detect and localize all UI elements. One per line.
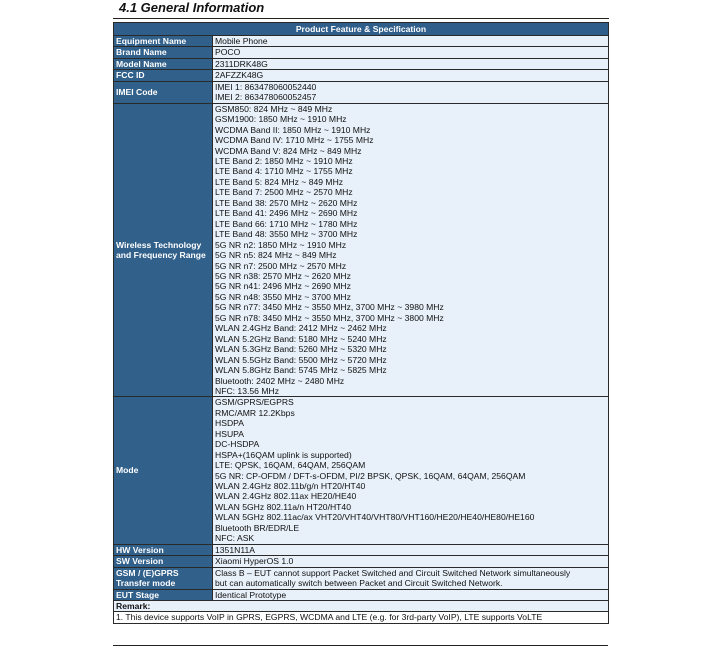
- value-line: WLAN 5.5GHz Band: 5500 MHz ~ 5720 MHz: [215, 354, 387, 365]
- row-value: [213, 589, 609, 600]
- value-line: LTE Band 5: 824 MHz ~ 849 MHz: [215, 176, 344, 187]
- value-line: LTE Band 41: 2496 MHz ~ 2690 MHz: [215, 208, 358, 219]
- table-row: [114, 544, 609, 555]
- value-line: 5G NR n41: 2496 MHz ~ 2690 MHz: [215, 281, 351, 292]
- value-line: NFC: ASK: [215, 533, 255, 544]
- value-line: GSM/GPRS/EGPRS: [215, 397, 294, 408]
- value-line: GSM1900: 1850 MHz ~ 1910 MHz: [215, 114, 347, 125]
- section-title: 4.1 General Information: [119, 0, 265, 15]
- value-line: LTE Band 38: 2570 MHz ~ 2620 MHz: [215, 197, 358, 208]
- value-line: DC-HSDPA: [215, 439, 260, 450]
- value-line: 5G NR: CP-OFDM / DFT-s-OFDM, PI/2 BPSK, QPSK, 16QAM, 64QAM, 256QAM: [215, 470, 526, 481]
- value-line: LTE Band 7: 2500 MHz ~ 2570 MHz: [215, 187, 353, 198]
- value-line: LTE Band 48: 3550 MHz ~ 3700 MHz: [215, 229, 358, 240]
- value-line: 5G NR n5: 824 MHz ~ 849 MHz: [215, 250, 337, 261]
- value-line: IMEI 2: 863478060052457: [215, 92, 317, 103]
- value-line: 1351N11A: [215, 544, 255, 555]
- remark-item: 1. This device supports VoIP in GPRS, EGPRS, WCDMA and LTE (e.g. for 3rd-party VoIP), LTE supports VoLTE: [114, 612, 609, 623]
- row-label: FCC ID: [114, 70, 213, 81]
- table-header: Product Feature & Specification: [114, 23, 609, 36]
- row-label: SW Version: [114, 556, 213, 567]
- remark-label: Remark:: [114, 601, 609, 612]
- row-value: [213, 58, 609, 69]
- row-value: [213, 81, 609, 103]
- table-row: [114, 36, 609, 47]
- value-line: IMEI 1: 863478060052440: [215, 81, 317, 92]
- row-label: Wireless Technology and Frequency Range: [114, 103, 213, 397]
- table-row: [114, 556, 609, 567]
- row-value: [213, 70, 609, 81]
- value-line: Identical Prototype: [215, 589, 287, 600]
- remark-label-row: [114, 601, 609, 612]
- value-line: WCDMA Band V: 824 MHz ~ 849 MHz: [215, 145, 362, 156]
- row-label: Equipment Name: [114, 36, 213, 47]
- row-label: IMEI Code: [114, 81, 213, 103]
- row-value: [213, 556, 609, 567]
- value-line: 5G NR n38: 2570 MHz ~ 2620 MHz: [215, 270, 351, 281]
- table-row: [114, 81, 609, 103]
- table-row: [114, 47, 609, 58]
- value-line: Bluetooth: 2402 MHz ~ 2480 MHz: [215, 375, 345, 386]
- value-line: WLAN 5.2GHz Band: 5180 MHz ~ 5240 MHz: [215, 333, 387, 344]
- table-row: [114, 567, 609, 589]
- value-line: 5G NR n77: 3450 MHz ~ 3550 MHz, 3700 MHz ~ 3980 MHz: [215, 302, 444, 313]
- row-label: HW Version: [114, 544, 213, 555]
- value-line: Bluetooth BR/EDR/LE: [215, 522, 300, 533]
- value-line: WLAN 2.4GHz 802.11b/g/n HT20/HT40: [215, 481, 366, 492]
- value-line: WLAN 5.8GHz Band: 5745 MHz ~ 5825 MHz: [215, 365, 387, 376]
- value-line: 2311DRK48G: [215, 58, 268, 69]
- value-line: LTE Band 66: 1710 MHz ~ 1780 MHz: [215, 218, 358, 229]
- value-line: HSDPA: [215, 418, 244, 429]
- value-line: WLAN 2.4GHz 802.11ax HE20/HE40: [215, 491, 357, 502]
- value-line: WLAN 5.3GHz Band: 5260 MHz ~ 5320 MHz: [215, 344, 387, 355]
- value-line: but can automatically switch between Packet and Circuit Switched Network.: [215, 578, 503, 589]
- value-line: Class B – EUT cannot support Packet Switched and Circuit Switched Network simultaneously: [215, 567, 571, 578]
- value-line: Xiaomi HyperOS 1.0: [215, 556, 294, 567]
- value-line: WLAN 5GHz 802.11a/n HT20/HT40: [215, 501, 351, 512]
- value-line: 2AFZZK48G: [215, 70, 264, 81]
- table-row: [114, 103, 609, 397]
- value-line: WLAN 5GHz 802.11ac/ax VHT20/VHT40/VHT80/VHT160/HE20/HE40/HE80/HE160: [215, 512, 535, 523]
- value-line: 5G NR n48: 3550 MHz ~ 3700 MHz: [215, 291, 351, 302]
- row-value: [213, 47, 609, 58]
- value-line: 5G NR n78: 3450 MHz ~ 3550 MHz, 3700 MHz ~ 3800 MHz: [215, 312, 444, 323]
- value-line: 5G NR n7: 2500 MHz ~ 2570 MHz: [215, 260, 347, 271]
- title-divider: [113, 18, 609, 19]
- value-line: GSM850: 824 MHz ~ 849 MHz: [215, 103, 333, 114]
- row-label: GSM / (E)GPRS Transfer mode: [114, 567, 213, 589]
- value-line: RMC/AMR 12.2Kbps: [215, 407, 295, 418]
- table-row: [114, 58, 609, 69]
- value-line: NFC: 13.56 MHz: [215, 385, 279, 396]
- value-line: HSPA+(16QAM uplink is supported): [215, 449, 352, 460]
- table-body: [114, 36, 609, 624]
- table-row: [114, 70, 609, 81]
- value-line: POCO: [215, 47, 241, 58]
- row-label: Brand Name: [114, 47, 213, 58]
- row-value: [213, 103, 609, 397]
- bottom-divider: [113, 645, 608, 646]
- table-row: [114, 589, 609, 600]
- row-value: [213, 567, 609, 589]
- value-line: WCDMA Band II: 1850 MHz ~ 1910 MHz: [215, 124, 371, 135]
- value-line: 5G NR n2: 1850 MHz ~ 1910 MHz: [215, 239, 347, 250]
- remark-row: [114, 612, 609, 623]
- row-label: EUT Stage: [114, 589, 213, 600]
- value-line: LTE: QPSK, 16QAM, 64QAM, 256QAM: [215, 460, 366, 471]
- value-line: WCDMA Band IV: 1710 MHz ~ 1755 MHz: [215, 135, 374, 146]
- row-label: Model Name: [114, 58, 213, 69]
- row-label: Mode: [114, 397, 213, 544]
- product-spec-table: [113, 22, 609, 624]
- table-header-row: [114, 23, 609, 36]
- value-line: LTE Band 2: 1850 MHz ~ 1910 MHz: [215, 155, 353, 166]
- value-line: HSUPA: [215, 428, 244, 439]
- row-value: [213, 397, 609, 544]
- row-value: [213, 544, 609, 555]
- table-row: [114, 397, 609, 544]
- row-value: [213, 36, 609, 47]
- value-line: LTE Band 4: 1710 MHz ~ 1755 MHz: [215, 166, 353, 177]
- value-line: WLAN 2.4GHz Band: 2412 MHz ~ 2462 MHz: [215, 323, 387, 334]
- value-line: Mobile Phone: [215, 36, 268, 46]
